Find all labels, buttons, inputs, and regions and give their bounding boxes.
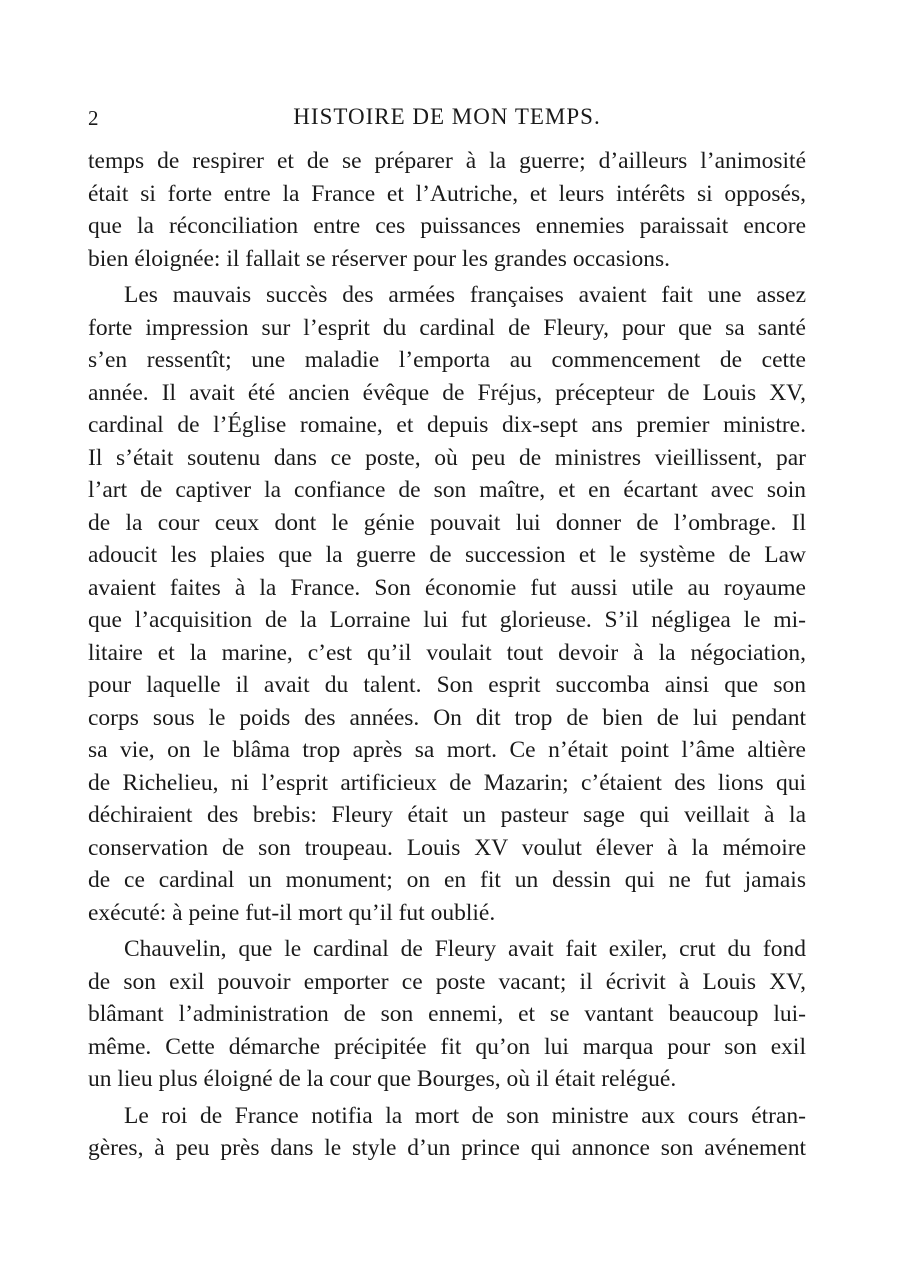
- text-line: adoucit les plaies que la guerre de succession et le système de Law: [88, 542, 806, 568]
- text-line: que la réconciliation entre ces puissances ennemies paraissait encore: [88, 213, 806, 239]
- text-line: de ce cardinal un monument; on en fit un dessin qui ne fut jamais: [88, 867, 806, 893]
- text-line: de son exil pouvoir emporter ce poste vacant; il écrivit à Louis XV,: [88, 968, 806, 995]
- text-line: de Richelieu, ni l’esprit artificieux de Mazarin; c’étaient des lions qui: [88, 769, 806, 796]
- text-line: un lieu plus éloigné de la cour que Bourges, où il était relégué.: [88, 1066, 677, 1092]
- text-line: bien éloignée: il fallait se réserver pour les grandes occasions.: [88, 245, 671, 272]
- text-line: même. Cette démarche précipitée fit qu’on lui marqua pour son exil: [88, 1033, 806, 1060]
- text-line: année. Il avait été ancien évêque de Fréjus, précepteur de Louis XV,: [88, 379, 806, 406]
- text-line: Chauvelin, que le cardinal de Fleury avait fait exiler, crut du fond: [124, 936, 806, 962]
- paragraph: [88, 933, 806, 1096]
- paragraph: [88, 1100, 806, 1165]
- text-line: conservation de son troupeau. Louis XV voulut élever à la mémoire: [88, 834, 806, 861]
- text-line: corps sous le poids des années. On dit trop de bien de lui pendant: [88, 704, 806, 731]
- running-title: HISTOIRE DE MON TEMPS.: [293, 104, 601, 129]
- page-number: 2: [88, 106, 99, 130]
- text-line: forte impression sur l’esprit du cardinal de Fleury, pour que sa santé: [88, 314, 806, 341]
- text-line: était si forte entre la France et l’Autriche, et leurs intérêts si opposés,: [88, 180, 806, 207]
- text-line: avaient faites à la France. Son économie fut aussi utile au royaume: [88, 574, 806, 601]
- text-line: Le roi de France notifia la mort de son ministre aux cours étran-: [124, 1102, 806, 1129]
- text-line: pour laquelle il avait du talent. Son esprit succomba ainsi que son: [88, 672, 806, 698]
- text-line: blâmant l’administration de son ennemi, et se vantant beaucoup lui-: [88, 1001, 806, 1027]
- text-line: s’en ressentît; une maladie l’emporta au commencement de cette: [88, 347, 806, 373]
- text-line: que l’acquisition de la Lorraine lui fut glorieuse. S’il négligea le mi-: [88, 607, 806, 633]
- paragraph: [88, 279, 806, 929]
- text-line: déchiraient des brebis: Fleury était un pasteur sage qui veillait à la: [88, 802, 806, 828]
- text-line: Il s’était soutenu dans ce poste, où peu de ministres vieillissent, par: [88, 444, 806, 471]
- text-line: l’art de captiver la confiance de son maître, et en écartant avec soin: [88, 477, 806, 503]
- text-line: litaire et la marine, c’est qu’il voulait tout devoir à la négociation,: [88, 639, 806, 666]
- text-line: exécuté: à peine fut-il mort qu’il fut oublié.: [88, 899, 496, 926]
- text-line: cardinal de l’Église romaine, et depuis dix-sept ans premier ministre.: [88, 412, 806, 438]
- text-line: gères, à peu près dans le style d’un prince qui annonce son avénement: [88, 1135, 806, 1161]
- text-line: temps de respirer et de se préparer à la guerre; d’ailleurs l’animosité: [88, 148, 806, 174]
- text-line: Les mauvais succès des armées françaises avaient fait une assez: [124, 282, 806, 308]
- running-head: [88, 104, 806, 138]
- text-line: sa vie, on le blâma trop après sa mort. Ce n’était point l’âme altière: [88, 737, 806, 763]
- paragraph: [88, 145, 806, 275]
- body-text: [88, 145, 806, 1165]
- text-line: de la cour ceux dont le génie pouvait lui donner de l’ombrage. Il: [88, 509, 806, 536]
